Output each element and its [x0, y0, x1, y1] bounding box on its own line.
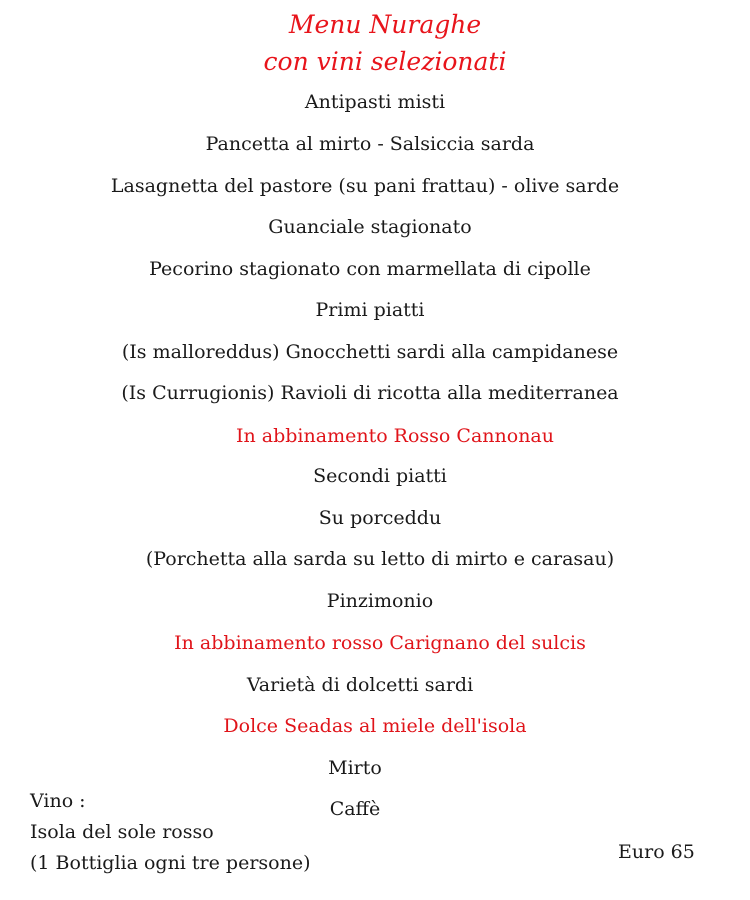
dolci-heading: Varietà di dolcetti sardi	[246, 674, 474, 696]
menu-item: (Is Currugionis) Ravioli di ricotta alla mediterranea	[121, 382, 619, 404]
menu-item: Pancetta al mirto - Salsiccia sarda	[205, 133, 535, 155]
antipasti-heading: Antipasti misti	[304, 91, 446, 113]
dolce-special: Dolce Seadas al miele dell'isola	[223, 715, 527, 737]
menu-item: Pinzimonio	[326, 590, 434, 612]
price: Euro 65	[618, 841, 695, 863]
menu-item: (Is malloreddus) Gnocchetti sardi alla campidanese	[121, 341, 619, 363]
wine-note: (1 Bottiglia ogni tre persone)	[30, 852, 311, 874]
menu-title: Menu Nuraghe	[288, 10, 482, 39]
menu-subtitle: con vini selezionati	[263, 47, 507, 76]
menu-item: (Porchetta alla sarda su letto di mirto e carasau)	[145, 548, 615, 570]
secondi-heading: Secondi piatti	[313, 465, 447, 487]
wine-pairing: In abbinamento Rosso Cannonau	[236, 425, 554, 447]
wine-name: Isola del sole rosso	[30, 821, 214, 843]
wine-label: Vino :	[30, 790, 86, 812]
menu-item: Su porceddu	[318, 507, 442, 529]
menu-item: Mirto	[328, 757, 382, 779]
menu-item: Lasagnetta del pastore (su pani frattau) - olive sarde	[110, 175, 620, 197]
wine-info	[30, 786, 311, 879]
primi-heading: Primi piatti	[315, 299, 425, 321]
menu-item: Caffè	[329, 798, 381, 820]
wine-pairing: In abbinamento rosso Carignano del sulcis	[174, 632, 586, 654]
menu-item: Guanciale stagionato	[268, 216, 472, 238]
menu-item: Pecorino stagionato con marmellata di cipolle	[149, 258, 591, 280]
